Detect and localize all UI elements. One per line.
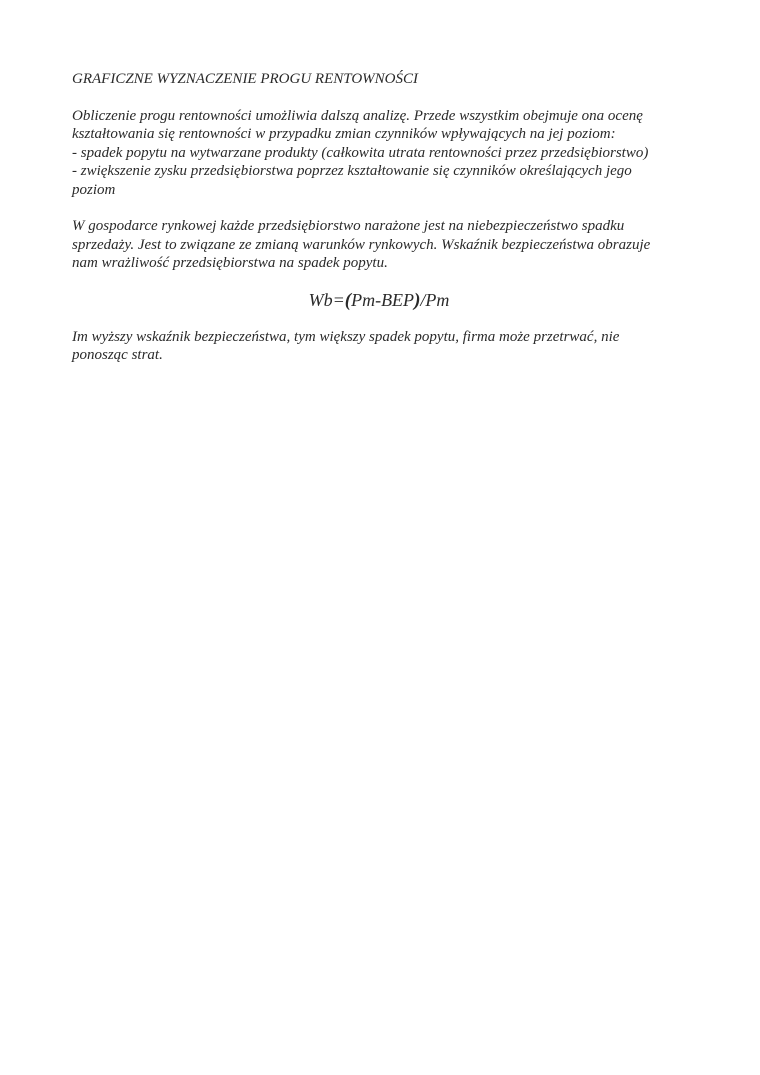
bullet-profit-increase: - zwiększenie zysku przedsiębiorstwa poprzez kształtowanie się czynników określających jego [72, 163, 632, 179]
paragraph-market-line-2: sprzedaży. Jest to związane ze zmianą warunków rynkowych. Wskaźnik bezpieczeństwa obrazuje [72, 236, 651, 253]
paragraph-intro-line-2: kształtowania się rentowności w przypadku zmian czynników wpływających na jej poziom: [72, 126, 616, 142]
paragraph-conclusion [72, 328, 672, 365]
safety-index-formula [72, 289, 672, 312]
paragraph-intro-line-1: Obliczenie progu rentowności umożliwia dalszą analizę. Przede wszystkim obejmuje ona ocenę [72, 107, 643, 124]
paragraph-conclusion-line-1: Im wyższy wskaźnik bezpieczeństwa, tym większy spadek popytu, firma może przetrwać, nie [72, 328, 620, 345]
paragraph-intro [72, 107, 672, 200]
spacer [72, 273, 672, 289]
formula-rhs: /Pm [420, 289, 450, 310]
paragraph-market [72, 217, 672, 273]
formula-open-paren: ( [344, 289, 352, 311]
formula-close-paren: ) [414, 289, 421, 311]
spacer [72, 312, 672, 328]
bullet-profit-increase-cont: poziom [72, 181, 116, 198]
spacer [72, 199, 672, 217]
paragraph-market-line-1: W gospodarce rynkowej każde przedsiębiorstwo narażone jest na niebezpieczeństwo spadku [72, 218, 625, 234]
formula-lhs: Wb= [308, 289, 345, 310]
paragraph-market-line-3: nam wrażliwość przedsiębiorstwa na spadek popytu. [72, 255, 388, 271]
spacer [72, 89, 672, 107]
bullet-demand-drop: - spadek popytu na wytwarzane produkty (całkowita utrata rentowności przez przedsiębiorstwo) [72, 144, 649, 161]
formula-inner: Pm-BEP [351, 289, 415, 310]
document-body [72, 70, 672, 365]
paragraph-conclusion-line-2: ponosząc strat. [72, 347, 163, 363]
document-title: GRAFICZNE WYZNACZENIE PROGU RENTOWNOŚCI [72, 71, 418, 87]
